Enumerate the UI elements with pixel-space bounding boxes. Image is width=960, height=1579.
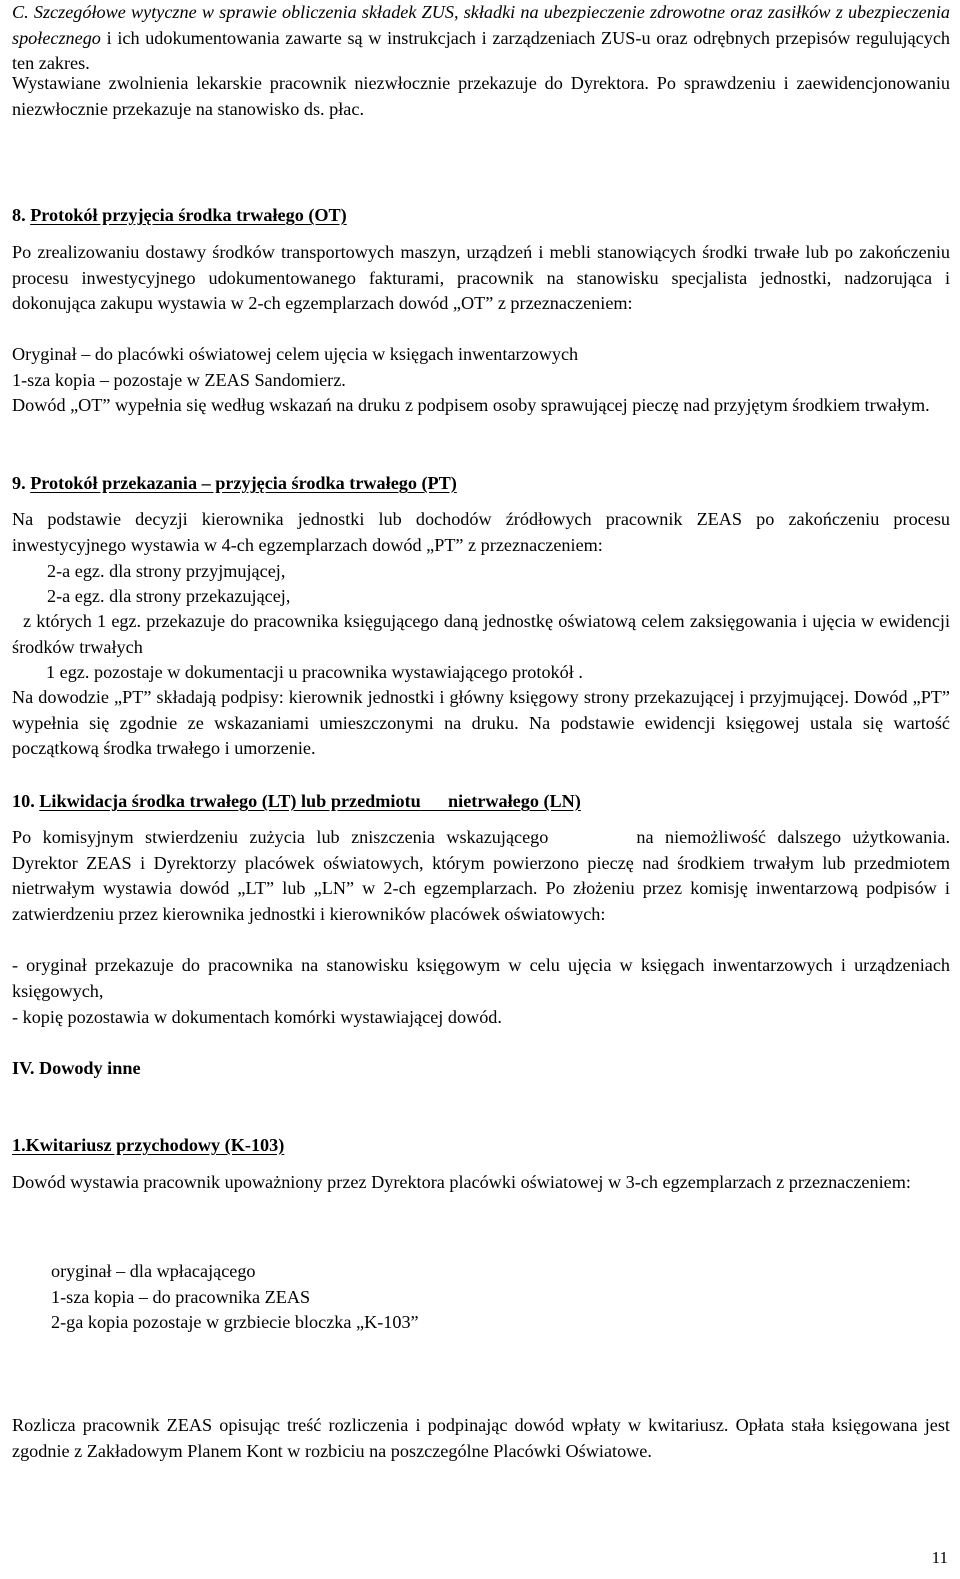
intro-paragraph: [12, 0, 950, 77]
intro-rest: i ich udokumentowania zawarte są w instrukcjach i zarządzeniach ZUS-u oraz odrębnych przepisów regulujących ten zakres.: [12, 27, 950, 74]
section-9-paragraph-1: Na podstawie decyzji kierownika jednostki lub dochodów źródłowych pracownik ZEAS po zakończeniu procesu inwestycyjnego wystawia w 4-ch egzemplarzach dowód „PT” z przeznaczeniem:: [12, 509, 950, 555]
kwitariusz-list-item-3: 2-ga kopia pozostaje w grzbiecie bloczka „K-103”: [51, 1312, 419, 1332]
kwitariusz-paragraph-1: Dowód wystawia pracownik upoważniony przez Dyrektora placówki oświatowej w 3-ch egzemplarzach z przeznaczeniem:: [12, 1172, 911, 1192]
section-8-list-item-2: 1-sza kopia – pozostaje w ZEAS Sandomierz.: [12, 370, 346, 390]
section-9-title: Protokół przekazania – przyjęcia środka trwałego (PT): [30, 473, 457, 493]
section-8-heading: [12, 203, 347, 229]
section-10-title-b: nietrwałego (LN): [448, 791, 581, 811]
section-9-paragraph-3: Na dowodzie „PT” składają podpisy: kierownik jednostki i główny księgowy strony przekazującej i przyjmującej. Dowód „PT” wypełnia się zgodnie ze wskazaniami umieszczonymi na druku. Na podstawie ewidencji księgowej ustala się wartość początkową środka trwałego i umorzenie.: [12, 687, 950, 759]
section-10-number: 10.: [12, 791, 40, 811]
section-10-paragraph-1b: na niemożliwość dalszego użytkowania. Dyrektor ZEAS i Dyrektorzy placówek oświatowych, którym powierzono pieczę nad środkiem trwałym lub przedmiotem nietrwałym wystawia dowód „LT” lub „LN” w 2-ch egzemplarzach. Po złożeniu przez komisję inwentarzową podpisów i zatwierdzeniu przez kierownika jednostki i kierowników placówek oświatowych:: [12, 827, 950, 924]
section-8-title: Protokół przyjęcia środka trwałego (OT): [30, 205, 347, 225]
section-8-paragraph-2: Dowód „OT” wypełnia się według wskazań na druku z podpisem osoby sprawującej pieczę nad przyjętym środkiem trwałym.: [12, 395, 930, 415]
kwitariusz-list-item-2: 1-sza kopia – do pracownika ZEAS: [51, 1287, 311, 1307]
section-9-number: 9.: [12, 473, 31, 493]
kwitariusz-heading: 1.Kwitariusz przychodowy (K-103): [12, 1135, 285, 1155]
section-9-list-item-2: 2-a egz. dla strony przekazującej,: [47, 586, 291, 606]
section-9-list-item-1: 2-a egz. dla strony przyjmującej,: [47, 561, 286, 581]
kwitariusz-list-item-1: oryginał – dla wpłacającego: [51, 1261, 256, 1281]
kwitariusz-paragraph-2: Rozlicza pracownik ZEAS opisując treść rozliczenia i podpinając dowód wpłaty w kwitariusz. Opłata stała księgowana jest zgodnie z Zakładowym Planem Kont w rozbiciu na poszczególne Placówki Oświatowe.: [12, 1415, 950, 1461]
section-10-title-a: Likwidacja środka trwałego (LT) lub przedmiotu: [39, 791, 421, 811]
section-iv-heading: IV. Dowody inne: [12, 1058, 141, 1078]
section-9-list-item-3: 1 egz. pozostaje w dokumentacji u pracownika wystawiającego protokół .: [46, 662, 583, 682]
section-8-list-item-1: Oryginał – do placówki oświatowej celem ujęcia w księgach inwentarzowych: [12, 344, 579, 364]
section-9-paragraph-2-text: z których 1 egz. przekazuje do pracownika księgującego daną jednostkę oświatową celem zaksięgowania i ujęcia w ewidencji środków trwałych: [12, 611, 950, 657]
section-10-heading: [12, 789, 581, 815]
intro-italic: C. Szczegółowe wytyczne w sprawie obliczenia składek ZUS, składki na ubezpieczenie zdrowotne oraz zasiłków z ubezpieczenia społecznego: [12, 2, 950, 48]
page-number: 11: [931, 1548, 948, 1567]
section-9-paragraph-2: [12, 609, 950, 660]
section-9-heading: [12, 471, 457, 497]
sick-leave-paragraph: Wystawiane zwolnienia lekarskie pracownik niezwłocznie przekazuje do Dyrektora. Po sprawdzeniu i zaewidencjonowaniu niezwłocznie przekazuje na stanowisko ds. płac.: [12, 73, 950, 119]
section-10-title-gap: [421, 791, 448, 811]
section-8-number: 8.: [12, 205, 31, 225]
section-8-paragraph-1: Po zrealizowaniu dostawy środków transportowych maszyn, urządzeń i mebli stanowiących środki trwałe lub po zakończeniu procesu inwestycyjnego udokumentowanego fakturami, pracownik na stanowisku specjalista jednostki, nadzorująca i dokonująca zakupu wystawia w 2-ch egzemplarzach dowód „OT” z przeznaczeniem:: [12, 242, 950, 314]
section-10-dash-item-2: - kopię pozostawia w dokumentach komórki wystawiającej dowód.: [12, 1007, 502, 1027]
section-10-paragraph-1a: Po komisyjnym stwierdzeniu zużycia lub zniszczenia wskazującego: [12, 827, 549, 847]
section-10-dash-item-1: - oryginał przekazuje do pracownika na stanowisku księgowym w celu ujęcia w księgach inwentarzowych i urządzeniach księgowych,: [12, 955, 950, 1001]
section-10-paragraph-1: [12, 825, 950, 927]
